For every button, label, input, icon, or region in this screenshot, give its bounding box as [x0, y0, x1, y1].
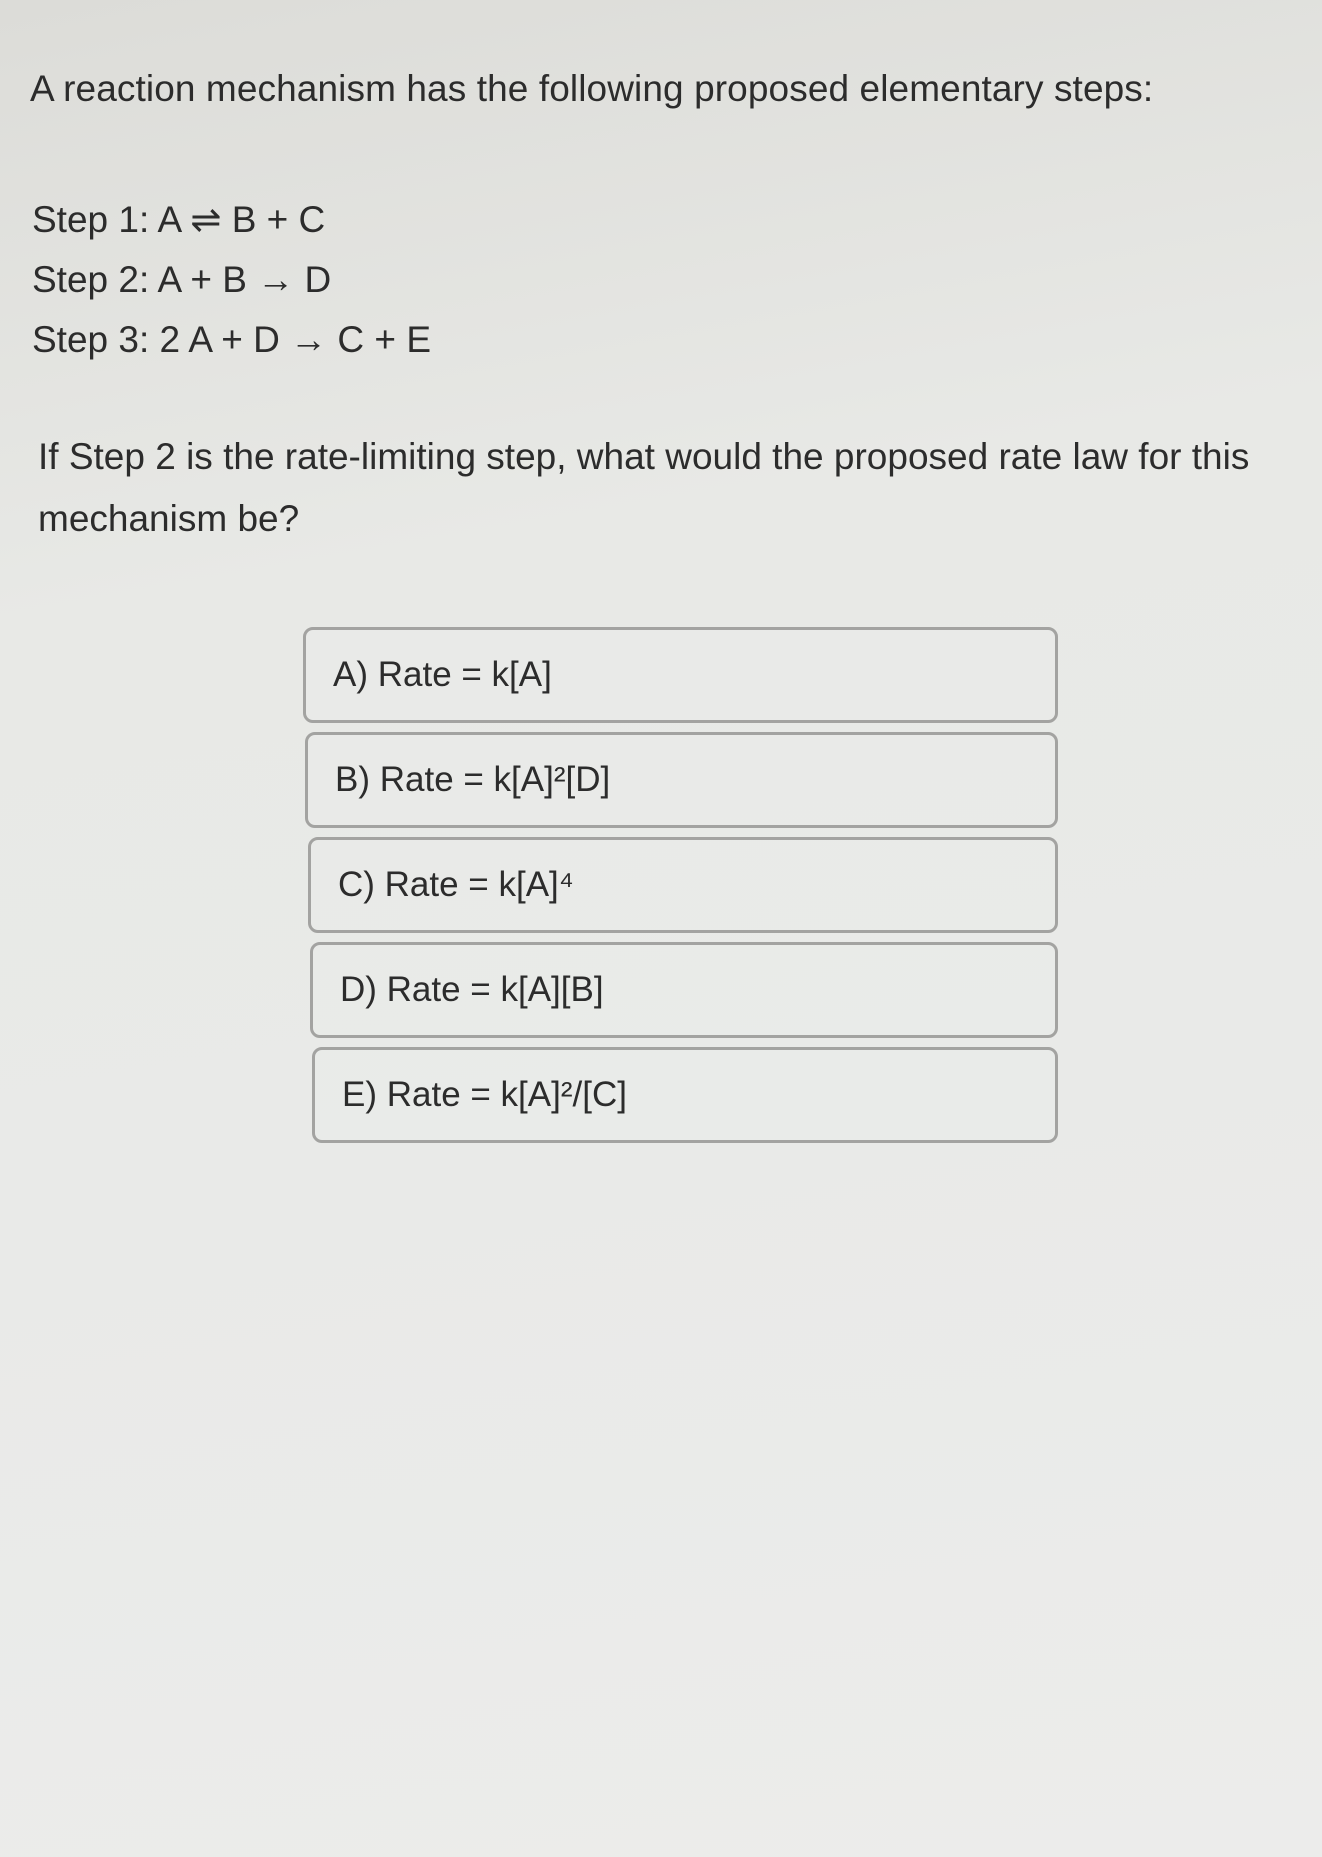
option-d[interactable]: [310, 942, 1058, 1038]
step-1: Step 1: A ⇌ B + C: [32, 199, 326, 240]
step-3: Step 3: 2 A + D → C + E: [32, 319, 431, 360]
intro-text: A reaction mechanism has the following proposed elementary steps:: [30, 68, 1154, 109]
option-a[interactable]: [303, 627, 1058, 723]
option-c-label: C) Rate = k[A]⁴: [338, 865, 574, 904]
option-c[interactable]: [308, 837, 1058, 933]
step-2: Step 2: A + B → D: [32, 259, 332, 300]
option-a-label: A) Rate = k[A]: [333, 655, 552, 694]
mechanism-steps: [32, 190, 431, 370]
option-b[interactable]: [305, 732, 1058, 828]
answer-options: [303, 627, 1058, 1152]
option-e-label: E) Rate = k[A]²/[C]: [342, 1075, 627, 1114]
question-text: If Step 2 is the rate-limiting step, what would the proposed rate law for this mechanism be?: [38, 436, 1250, 539]
option-d-label: D) Rate = k[A][B]: [340, 970, 604, 1009]
option-e[interactable]: [312, 1047, 1058, 1143]
option-b-label: B) Rate = k[A]²[D]: [335, 760, 611, 799]
